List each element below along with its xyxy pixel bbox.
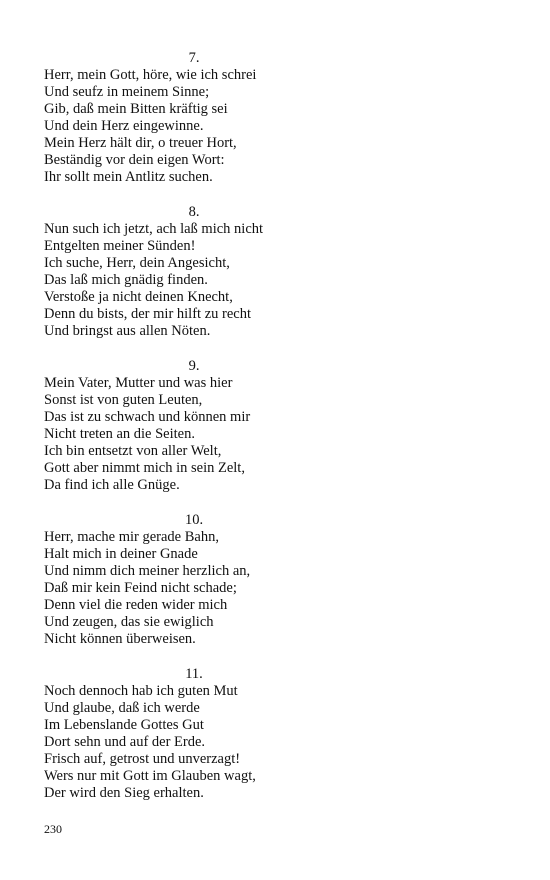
verse-line: Mein Vater, Mutter und was hier (44, 375, 233, 391)
stanza-number: 8. (188, 204, 200, 220)
poem (44, 50, 304, 820)
verse-line: Das ist zu schwach und können mir (44, 409, 251, 425)
verse-line: Entgelten meiner Sünden! (44, 238, 196, 254)
verse-line: Da find ich alle Gnüge. (44, 477, 180, 493)
stanza-number: 11. (185, 666, 203, 682)
verse-line: Ich suche, Herr, dein Angesicht, (44, 255, 230, 271)
verse-line: Der wird den Sieg erhalten. (44, 785, 204, 801)
stanza-number: 9. (188, 358, 200, 374)
verse-line: Wers nur mit Gott im Glauben wagt, (44, 768, 256, 784)
verse-line: Und nimm dich meiner herzlich an, (44, 563, 251, 579)
verse-line: Frisch auf, getrost und unverzagt! (44, 751, 241, 767)
verse-line: Denn du bists, der mir hilft zu recht (44, 306, 251, 322)
verse-line: Beständig vor dein eigen Wort: (44, 152, 225, 168)
verse-line: Ihr sollt mein Antlitz suchen. (44, 169, 213, 185)
verse-line: Noch dennoch hab ich guten Mut (44, 683, 238, 699)
verse-line: Und glaube, daß ich werde (44, 700, 200, 716)
verse-line: Und zeugen, das sie ewiglich (44, 614, 214, 630)
verse-line: Daß mir kein Feind nicht schade; (44, 580, 237, 596)
verse-line: Denn viel die reden wider mich (44, 597, 228, 613)
stanza-9 (44, 358, 304, 494)
stanza-11 (44, 666, 304, 802)
verse-line: Mein Herz hält dir, o treuer Hort, (44, 135, 237, 151)
verse-line: Dort sehn und auf der Erde. (44, 734, 206, 750)
verse-line: Und dein Herz eingewinne. (44, 118, 204, 134)
verse-line: Nicht können überweisen. (44, 631, 196, 647)
verse-line: Und seufz in meinem Sinne; (44, 84, 210, 100)
verse-line: Halt mich in deiner Gnade (44, 546, 198, 562)
verse-line: Sonst ist von guten Leuten, (44, 392, 203, 408)
verse-line: Herr, mein Gott, höre, wie ich schrei (44, 67, 257, 83)
verse-line: Gott aber nimmt mich in sein Zelt, (44, 460, 245, 476)
verse-line: Und bringst aus allen Nöten. (44, 323, 211, 339)
page-number: 230 (44, 822, 62, 836)
verse-line: Verstoße ja nicht deinen Knecht, (44, 289, 233, 305)
verse-line: Herr, mache mir gerade Bahn, (44, 529, 219, 545)
stanza-number: 7. (188, 50, 200, 66)
verse-line: Im Lebenslande Gottes Gut (44, 717, 204, 733)
verse-line: Nun such ich jetzt, ach laß mich nicht (44, 221, 264, 237)
verse-line: Gib, daß mein Bitten kräftig sei (44, 101, 228, 117)
stanza-7 (44, 50, 304, 186)
verse-line: Nicht treten an die Seiten. (44, 426, 195, 442)
verse-line: Ich bin entsetzt von aller Welt, (44, 443, 222, 459)
verse-line: Das laß mich gnädig finden. (44, 272, 208, 288)
stanza-number: 10. (184, 512, 204, 528)
stanza-8 (44, 204, 304, 340)
stanza-10 (44, 512, 304, 648)
